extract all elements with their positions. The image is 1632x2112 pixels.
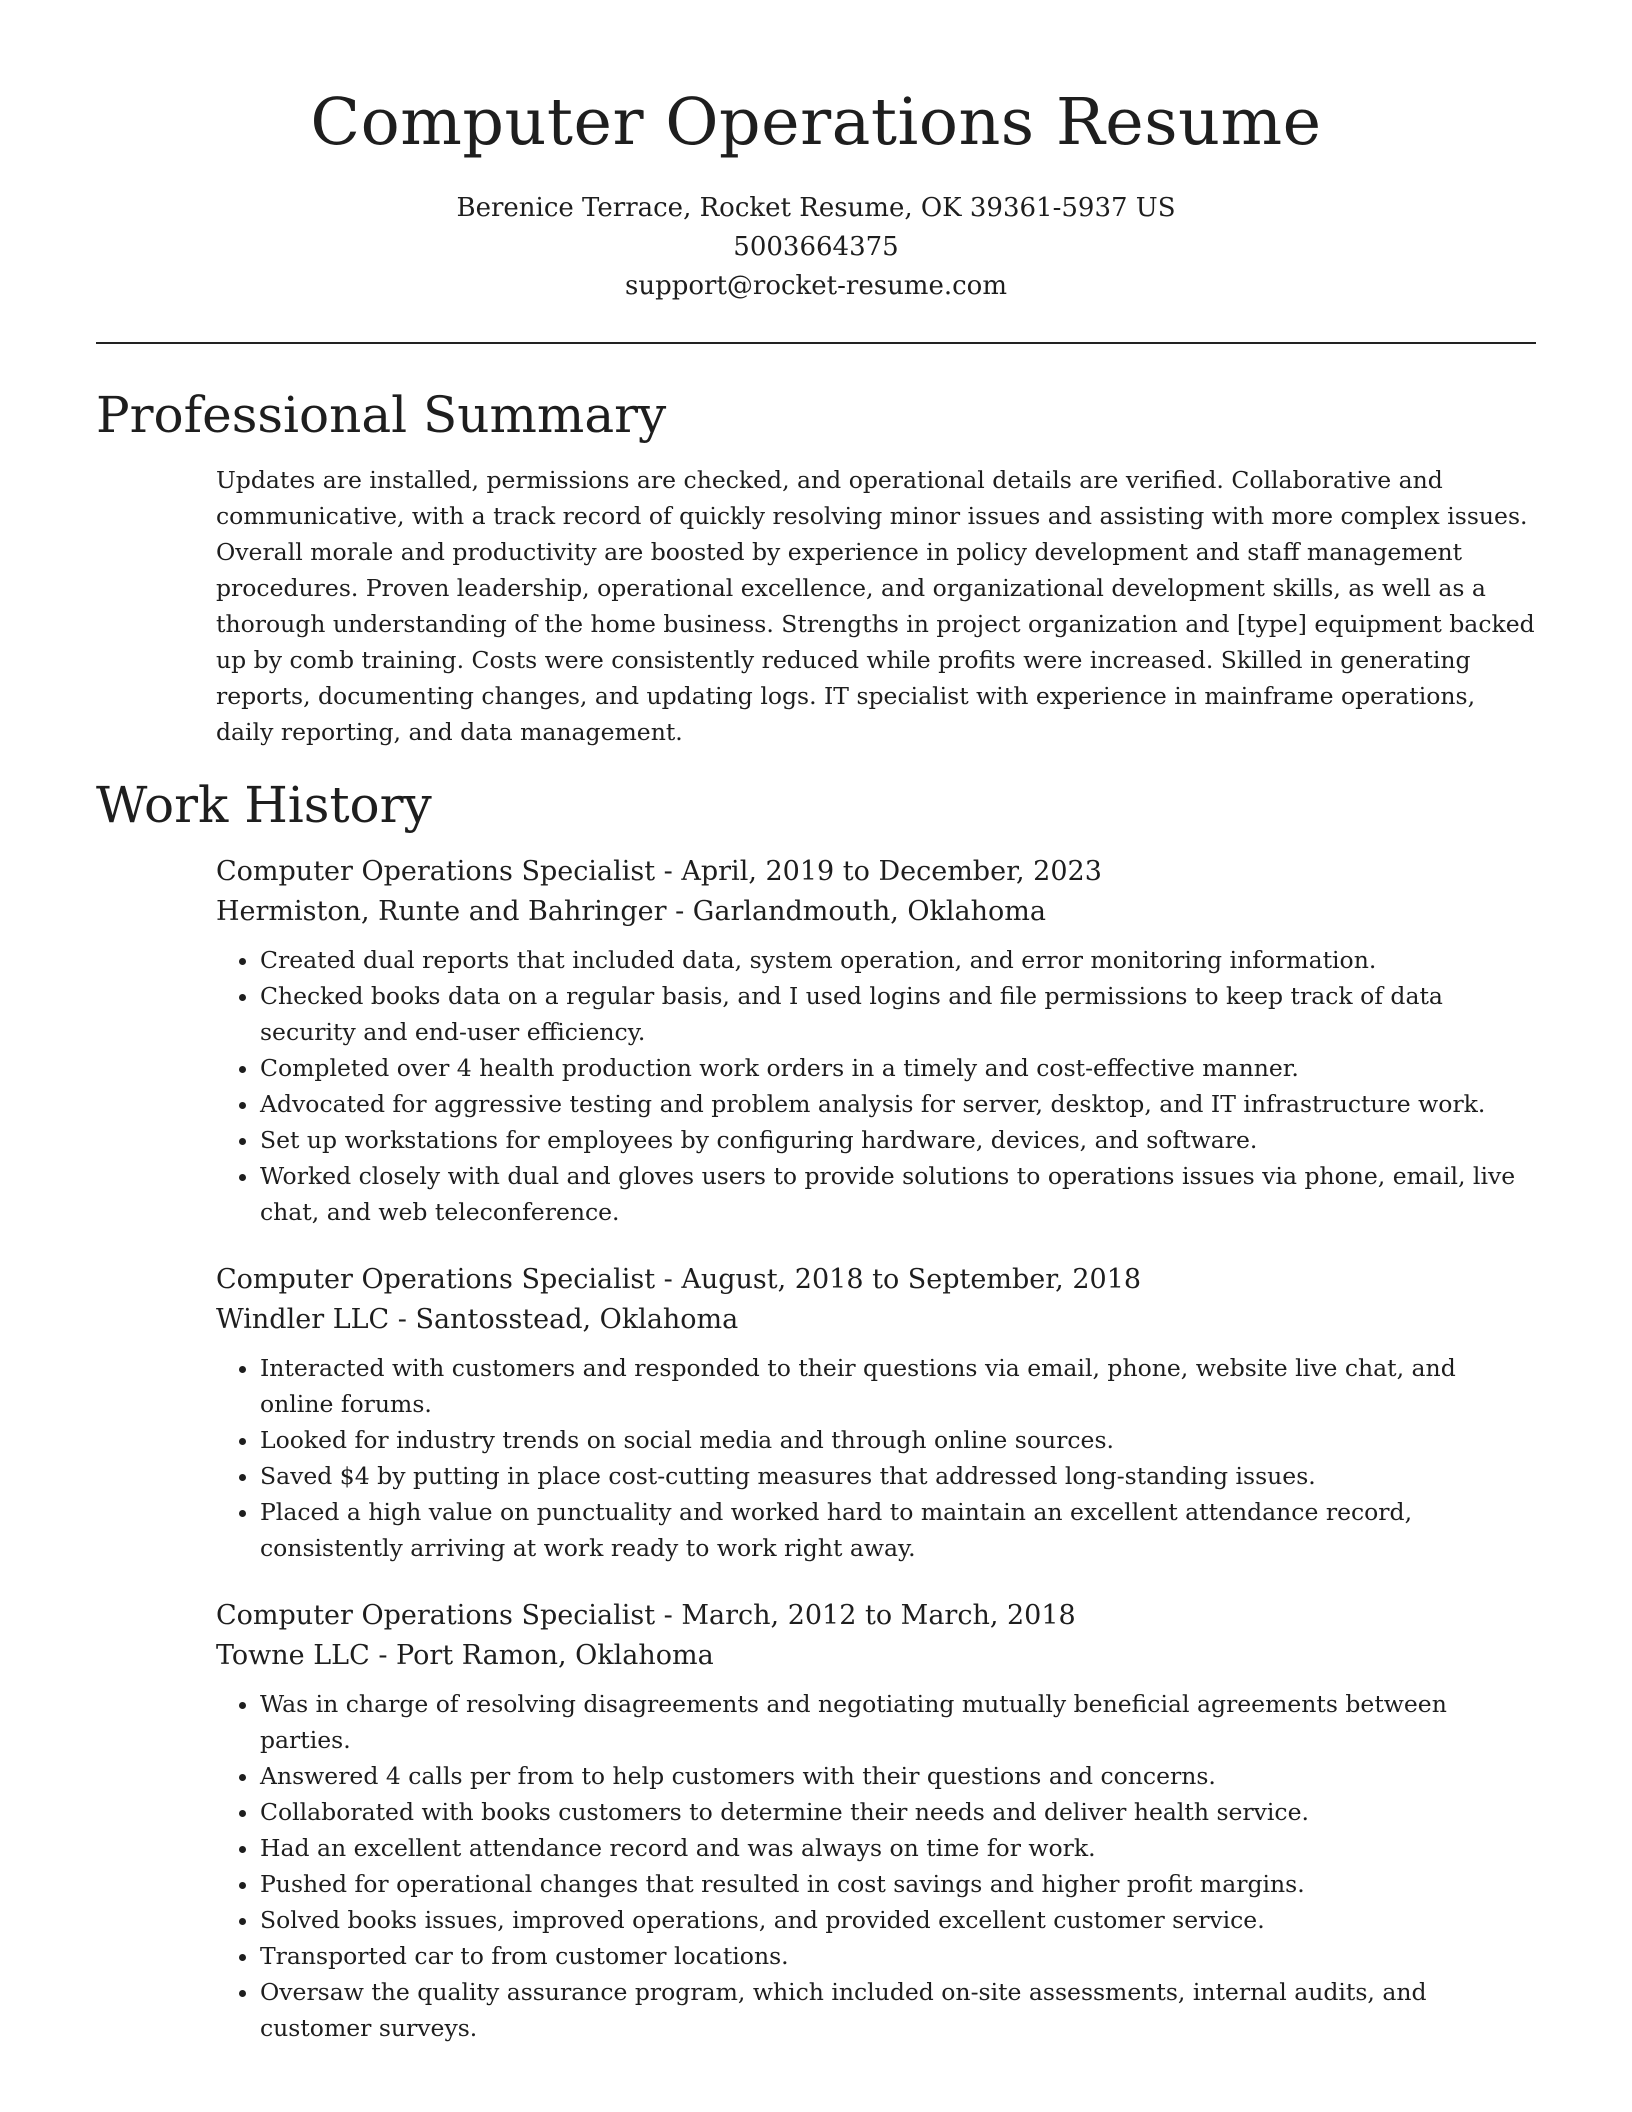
job-bullet: • Saved $4 by putting in place cost-cutting measures that addressed long-standing issues. <box>260 1458 1536 1494</box>
job-bullets <box>216 1686 1536 2046</box>
header-divider <box>96 342 1536 344</box>
job-location: - Garlandmouth, Oklahoma <box>666 896 1046 927</box>
job-dates: - April, 2019 to December, 2023 <box>655 856 1102 887</box>
job-bullet: • Solved books issues, improved operations, and provided excellent customer service. <box>260 1902 1536 1938</box>
job-bullet: • Collaborated with books customers to determine their needs and deliver health service. <box>260 1794 1536 1830</box>
job-entry <box>216 1260 1536 1566</box>
job-title-line <box>216 852 1536 892</box>
job-location: - Santosstead, Oklahoma <box>389 1304 739 1335</box>
job-dates: - August, 2018 to September, 2018 <box>655 1264 1142 1295</box>
job-bullet: • Completed over 4 health production work orders in a timely and cost-effective manner. <box>260 1050 1536 1086</box>
job-bullet: • Created dual reports that included data, system operation, and error monitoring information. <box>260 942 1536 978</box>
job-title: Computer Operations Specialist <box>216 856 656 887</box>
job-bullet: • Was in charge of resolving disagreements and negotiating mutually beneficial agreements between parties. <box>260 1686 1536 1758</box>
contact-email: support@rocket-resume.com <box>624 270 1007 301</box>
resume-title: Computer Operations Resume <box>310 85 1322 160</box>
job-title: Computer Operations Specialist <box>216 1600 656 1631</box>
job-bullets <box>216 942 1536 1230</box>
job-company-line <box>216 892 1536 932</box>
summary-text: Updates are installed, permissions are checked, and operational details are verified. Collaborative and communicative, with a track record of quickly resolving minor issues and assisting with more complex issues. Overall morale and productivity are boosted by experience in policy development and staff management procedures. Proven leadership, operational excellence, and organizational development skills, as well as a thorough understanding of the home business. Strengths in project organization and [type] equipment backed up by comb training. Costs were consistently reduced while profits were increased. Skilled in generating reports, documenting changes, and updating logs. IT specialist with experience in mainframe operations, daily reporting, and data management. <box>216 466 1535 746</box>
job-bullet: • Placed a high value on punctuality and worked hard to maintain an excellent attendance record, consistently arriving at work ready to work right away. <box>260 1494 1536 1566</box>
resume-header <box>0 0 1632 306</box>
job-bullet: • Interacted with customers and responded to their questions via email, phone, website live chat, and online forums. <box>260 1350 1536 1422</box>
job-bullet: • Pushed for operational changes that resulted in cost savings and higher profit margins. <box>260 1866 1536 1902</box>
job-dates: - March, 2012 to March, 2018 <box>655 1600 1076 1631</box>
job-entry <box>216 852 1536 1230</box>
job-company-line <box>216 1300 1536 1340</box>
job-bullet: • Checked books data on a regular basis, and I used logins and file permissions to keep track of data security and end-user efficiency. <box>260 978 1536 1050</box>
job-location: - Port Ramon, Oklahoma <box>369 1640 714 1671</box>
job-bullet: • Advocated for aggressive testing and problem analysis for server, desktop, and IT infrastructure work. <box>260 1086 1536 1122</box>
job-bullet: • Answered 4 calls per from to help customers with their questions and concerns. <box>260 1758 1536 1794</box>
work-history-list <box>216 852 1536 2076</box>
job-bullet: • Transported car to from customer locations. <box>260 1938 1536 1974</box>
contact-address: Berenice Terrace, Rocket Resume, OK 39361-5937 US <box>456 192 1176 223</box>
job-bullet: • Had an excellent attendance record and was always on time for work. <box>260 1830 1536 1866</box>
work-history-heading: Work History <box>96 776 432 834</box>
contact-phone: 5003664375 <box>733 231 899 262</box>
job-title-line <box>216 1596 1536 1636</box>
summary-heading: Professional Summary <box>96 386 667 444</box>
job-company-line <box>216 1636 1536 1676</box>
job-bullet: • Worked closely with dual and gloves users to provide solutions to operations issues via phone, email, live chat, and web teleconference. <box>260 1158 1536 1230</box>
job-bullet: • Set up workstations for employees by configuring hardware, devices, and software. <box>260 1122 1536 1158</box>
job-bullet: • Looked for industry trends on social media and through online sources. <box>260 1422 1536 1458</box>
job-company: Windler LLC <box>216 1304 390 1335</box>
job-company: Towne LLC <box>216 1640 370 1671</box>
job-company: Hermiston, Runte and Bahringer <box>216 896 667 927</box>
job-bullets <box>216 1350 1536 1566</box>
job-bullet: • Oversaw the quality assurance program, which included on-site assessments, internal audits, and customer surveys. <box>260 1974 1536 2046</box>
job-entry <box>216 1596 1536 2046</box>
job-title-line <box>216 1260 1536 1300</box>
job-title: Computer Operations Specialist <box>216 1264 656 1295</box>
